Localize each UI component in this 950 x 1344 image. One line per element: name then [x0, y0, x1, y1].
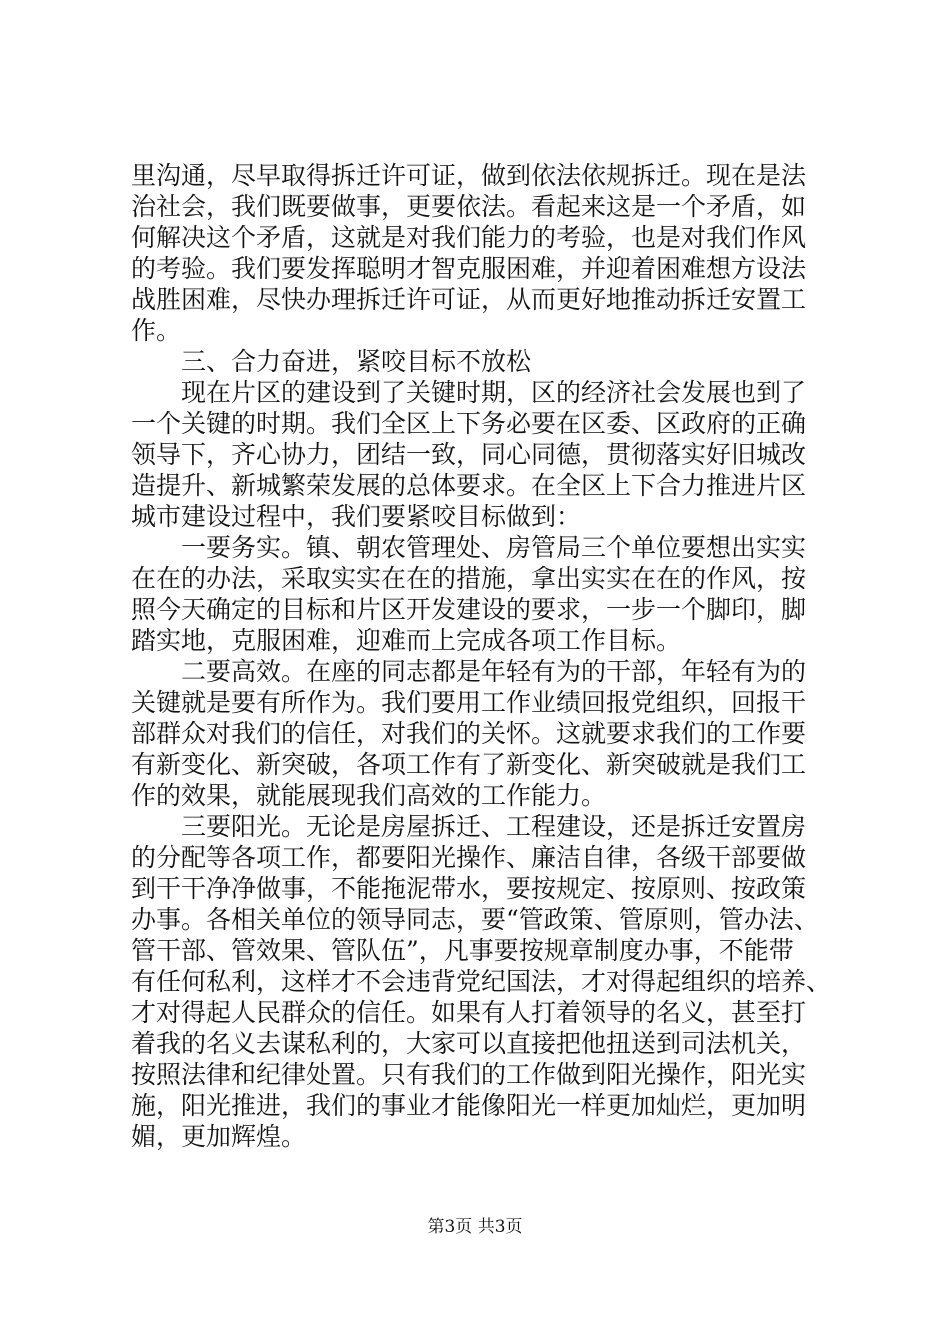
- text-line: 有新变化、新突破，各项工作有了新变化、新突破就是我们工: [131, 750, 807, 779]
- page-footer: 第3页 共3页: [427, 1217, 523, 1237]
- text-line: 三要阳光。无论是房屋拆迁、工程建设，还是拆迁安置房: [181, 812, 807, 841]
- text-line: 关键就是要有所作为。我们要用工作业绩回报党组织，回报干: [131, 688, 807, 717]
- text-line: 一个关键的时期。我们全区上下务必要在区委、区政府的正确: [131, 409, 807, 438]
- text-line: 照今天确定的目标和片区开发建设的要求，一步一个脚印，脚: [131, 595, 807, 624]
- text-line: 里沟通，尽早取得拆迁许可证，做到依法依规拆迁。现在是法: [131, 161, 807, 190]
- text-line: 踏实地，克服困难，迎难而上完成各项工作目标。: [131, 626, 682, 655]
- text-line: 有任何私利，这样才不会违背党纪国法，才对得起组织的培养、: [131, 967, 831, 996]
- text-line: 造提升、新城繁荣发展的总体要求。在全区上下合力推进片区: [131, 471, 807, 500]
- text-line: 现在片区的建设到了关键时期，区的经济社会发展也到了: [181, 378, 807, 407]
- text-line: 二要高效。在座的同志都是年轻有为的干部，年轻有为的: [181, 657, 807, 686]
- section-heading: 三、合力奋进，紧咬目标不放松: [181, 347, 532, 376]
- text-line: 在在的办法，采取实实在在的措施，拿出实实在在的作风，按: [131, 564, 807, 593]
- text-line: 施，阳光推进，我们的事业才能像阳光一样更加灿烂，更加明: [131, 1091, 807, 1120]
- document-body: [131, 160, 831, 1152]
- text-line: 战胜困难，尽快办理拆迁许可证，从而更好地推动拆迁安置工: [131, 285, 807, 314]
- text-line: 到干干净净做事，不能拖泥带水，要按规定、按原则、按政策: [131, 874, 807, 903]
- text-line: 部群众对我们的信任，对我们的关怀。这就要求我们的工作要: [131, 719, 807, 748]
- text-line: 着我的名义去谋私利的，大家可以直接把他扭送到司法机关，: [131, 1029, 807, 1058]
- text-line: 才对得起人民群众的信任。如果有人打着领导的名义，甚至打: [131, 998, 807, 1027]
- text-line: 治社会，我们既要做事，更要依法。看起来这是一个矛盾，如: [131, 192, 807, 221]
- text-line: 何解决这个矛盾，这就是对我们能力的考验，也是对我们作风: [131, 223, 807, 252]
- text-line: 领导下，齐心协力，团结一致，同心同德，贯彻落实好旧城改: [131, 440, 807, 469]
- text-line: 城市建设过程中，我们要紧咬目标做到：: [131, 502, 582, 531]
- text-line: 一要务实。镇、朝农管理处、房管局三个单位要想出实实: [181, 533, 807, 562]
- text-line: 的分配等各项工作，都要阳光操作、廉洁自律，各级干部要做: [131, 843, 807, 872]
- text-line: 按照法律和纪律处置。只有我们的工作做到阳光操作，阳光实: [131, 1060, 807, 1089]
- text-line: 管干部、管效果、管队伍”，凡事要按规章制度办事，不能带: [131, 936, 794, 965]
- text-line: 媚，更加辉煌。: [131, 1122, 307, 1151]
- text-line: 的考验。我们要发挥聪明才智克服困难，并迎着困难想方设法: [131, 254, 807, 283]
- text-line: 作的效果，就能展现我们高效的工作能力。: [131, 781, 607, 810]
- text-line: 作。: [131, 316, 182, 345]
- text-line: 办事。各相关单位的领导同志，要“管政策、管原则，管办法、: [131, 905, 819, 934]
